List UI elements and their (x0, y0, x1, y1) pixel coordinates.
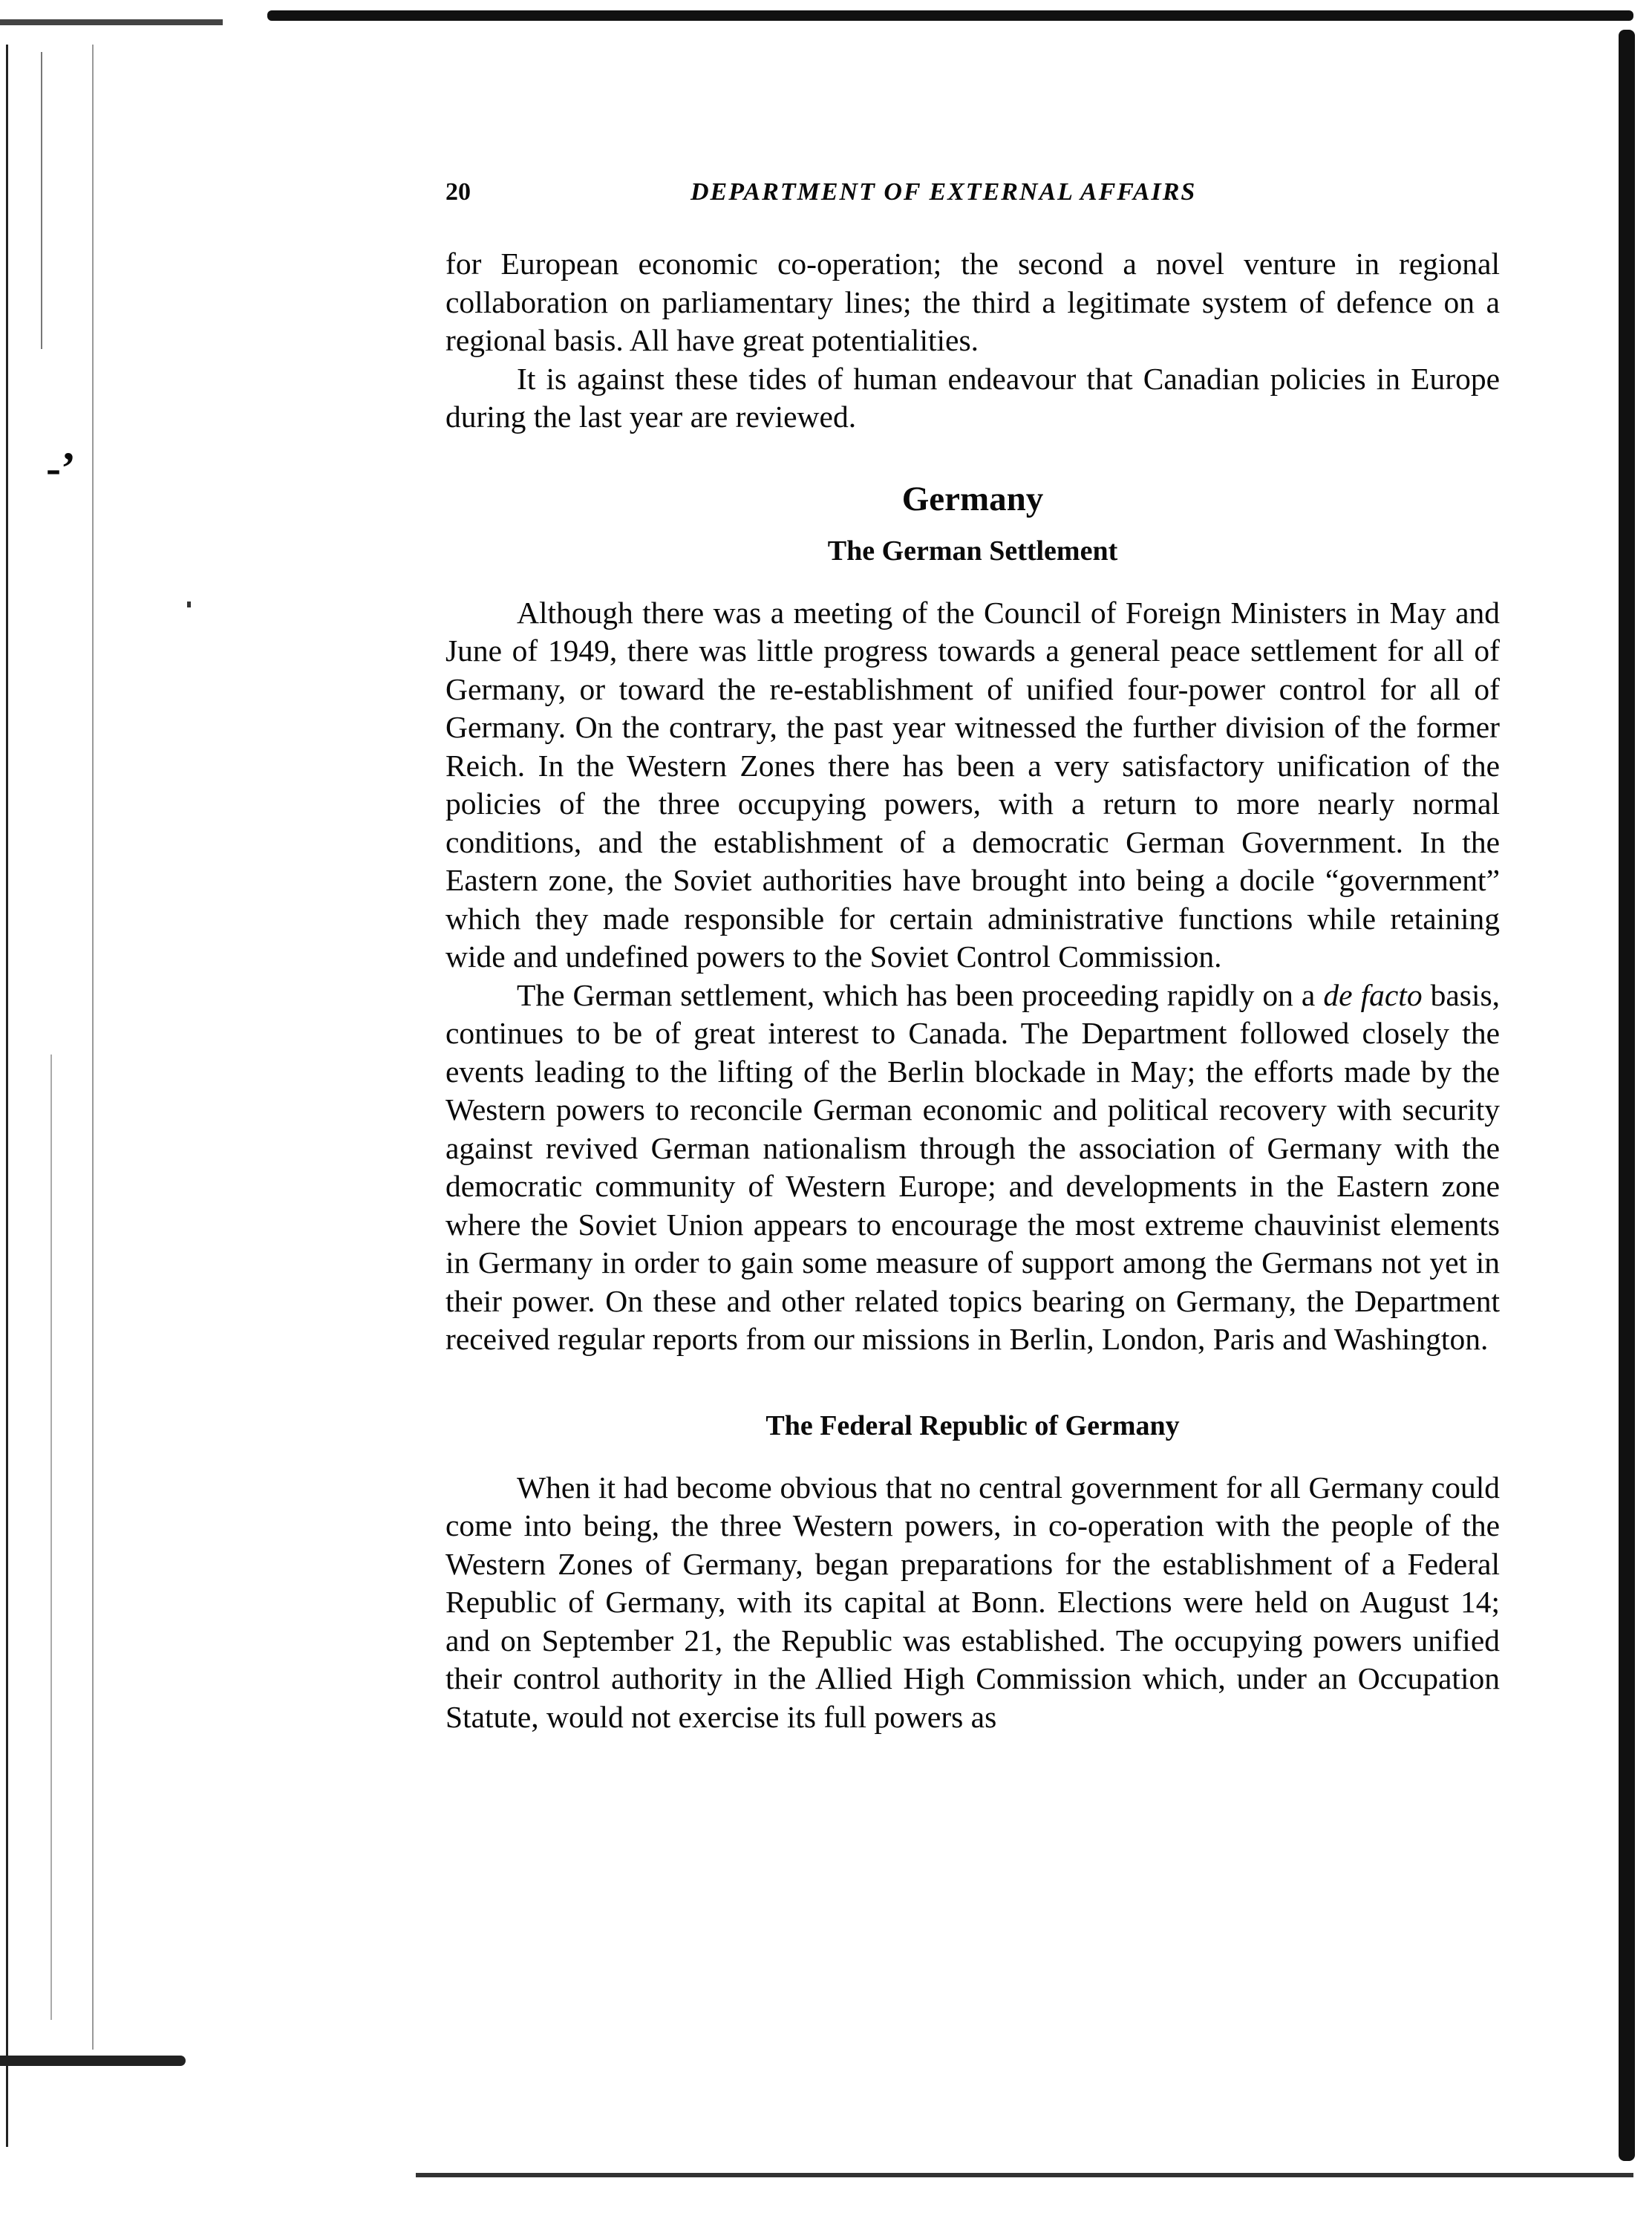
margin-annotation-mark: -’ (46, 443, 76, 492)
settlement-paragraph-2 (445, 977, 1500, 1359)
running-head-title: DEPARTMENT OF EXTERNAL AFFAIRS (690, 178, 1197, 206)
intro-paragraph-2: It is against these tides of human endeavour that Canadian policies in Europe during the last year are reviewed. (445, 361, 1500, 434)
page-number: 20 (445, 178, 471, 206)
top-edge-shadow (267, 10, 1633, 21)
settlement-paragraph-2-start: The German settlement, which has been proceeding rapidly on a (517, 977, 1316, 1012)
running-head (445, 178, 1500, 230)
bottom-edge-shadow (416, 2173, 1633, 2177)
subheading-federal-republic: The Federal Republic of Germany (765, 1409, 1180, 1441)
left-binding-line-2 (92, 45, 94, 2050)
stray-mark (187, 602, 191, 607)
federal-republic-paragraph-1: When it had become obvious that no central government for all Germany could come into being, the three Western powers, in co-operation with the people of the Western Zones of Germany, began preparations for the establishment of a Federal Republic of Germany, with its capital at Bonn. Elections were held on August 14; and on September 21, the Republic was established. The occupying powers unified their control authority in the Allied High Commission which, under an Occupation Statute, would not exercise its full powers as (445, 1470, 1500, 1734)
page-column (445, 178, 1500, 1736)
settlement-paragraph-2-italic: de facto (1323, 977, 1423, 1012)
right-edge-shadow (1619, 30, 1635, 2161)
intro-paragraph-1: for European economic co-operation; the second a novel venture in regional collaboration on parliamentary lines; the third a legitimate system of defence on a regional basis. All have great potentialities. (445, 247, 1500, 357)
settlement-paragraph-1: Although there was a meeting of the Council of Foreign Ministers in May and June of 1949, there was little progress towards a general peace settlement for all of Germany, or toward the re-establishment of unified four-power control for all of Germany. On the contrary, the past year witnessed the further division of the former Reich. In the Western Zones there has been a very satisfactory unification of the policies of the three occupying powers, with a return to more nearly normal conditions, and the establishment of a democratic German Government. In the Eastern zone, the Soviet authorities have brought into being a docile “government” which they made responsible for certain administrative functions while retaining wide and undefined powers to the Soviet Control Commission. (445, 595, 1500, 974)
left-binding-line-3 (50, 1055, 52, 2020)
subheading-german-settlement: The German Settlement (827, 535, 1118, 567)
top-left-edge-shadow (0, 19, 223, 25)
settlement-paragraph-2-rest: basis, continues to be of great interest to Canada. The Department followed closely the events leading to the lifting of the Berlin blockade in May; the efforts made by the Western powers to reconcile German economic and political recovery with security against revived German nationalism through the association of Germany with the democratic community of Western Europe; and developments in the Eastern zone where the Soviet Union appears to encourage the most extreme chauvinist elements in Germany in order to gain some measure of support among the Germans not yet in their power. On these and other related topics bearing on Germany, the Department received regular reports from our missions in Berlin, London, Paris and Washington. (445, 977, 1501, 1356)
bottom-left-edge-shadow (0, 2056, 186, 2066)
section-heading-germany: Germany (901, 479, 1044, 518)
left-binding-line-1 (41, 52, 42, 349)
left-page-edge (6, 45, 8, 2147)
